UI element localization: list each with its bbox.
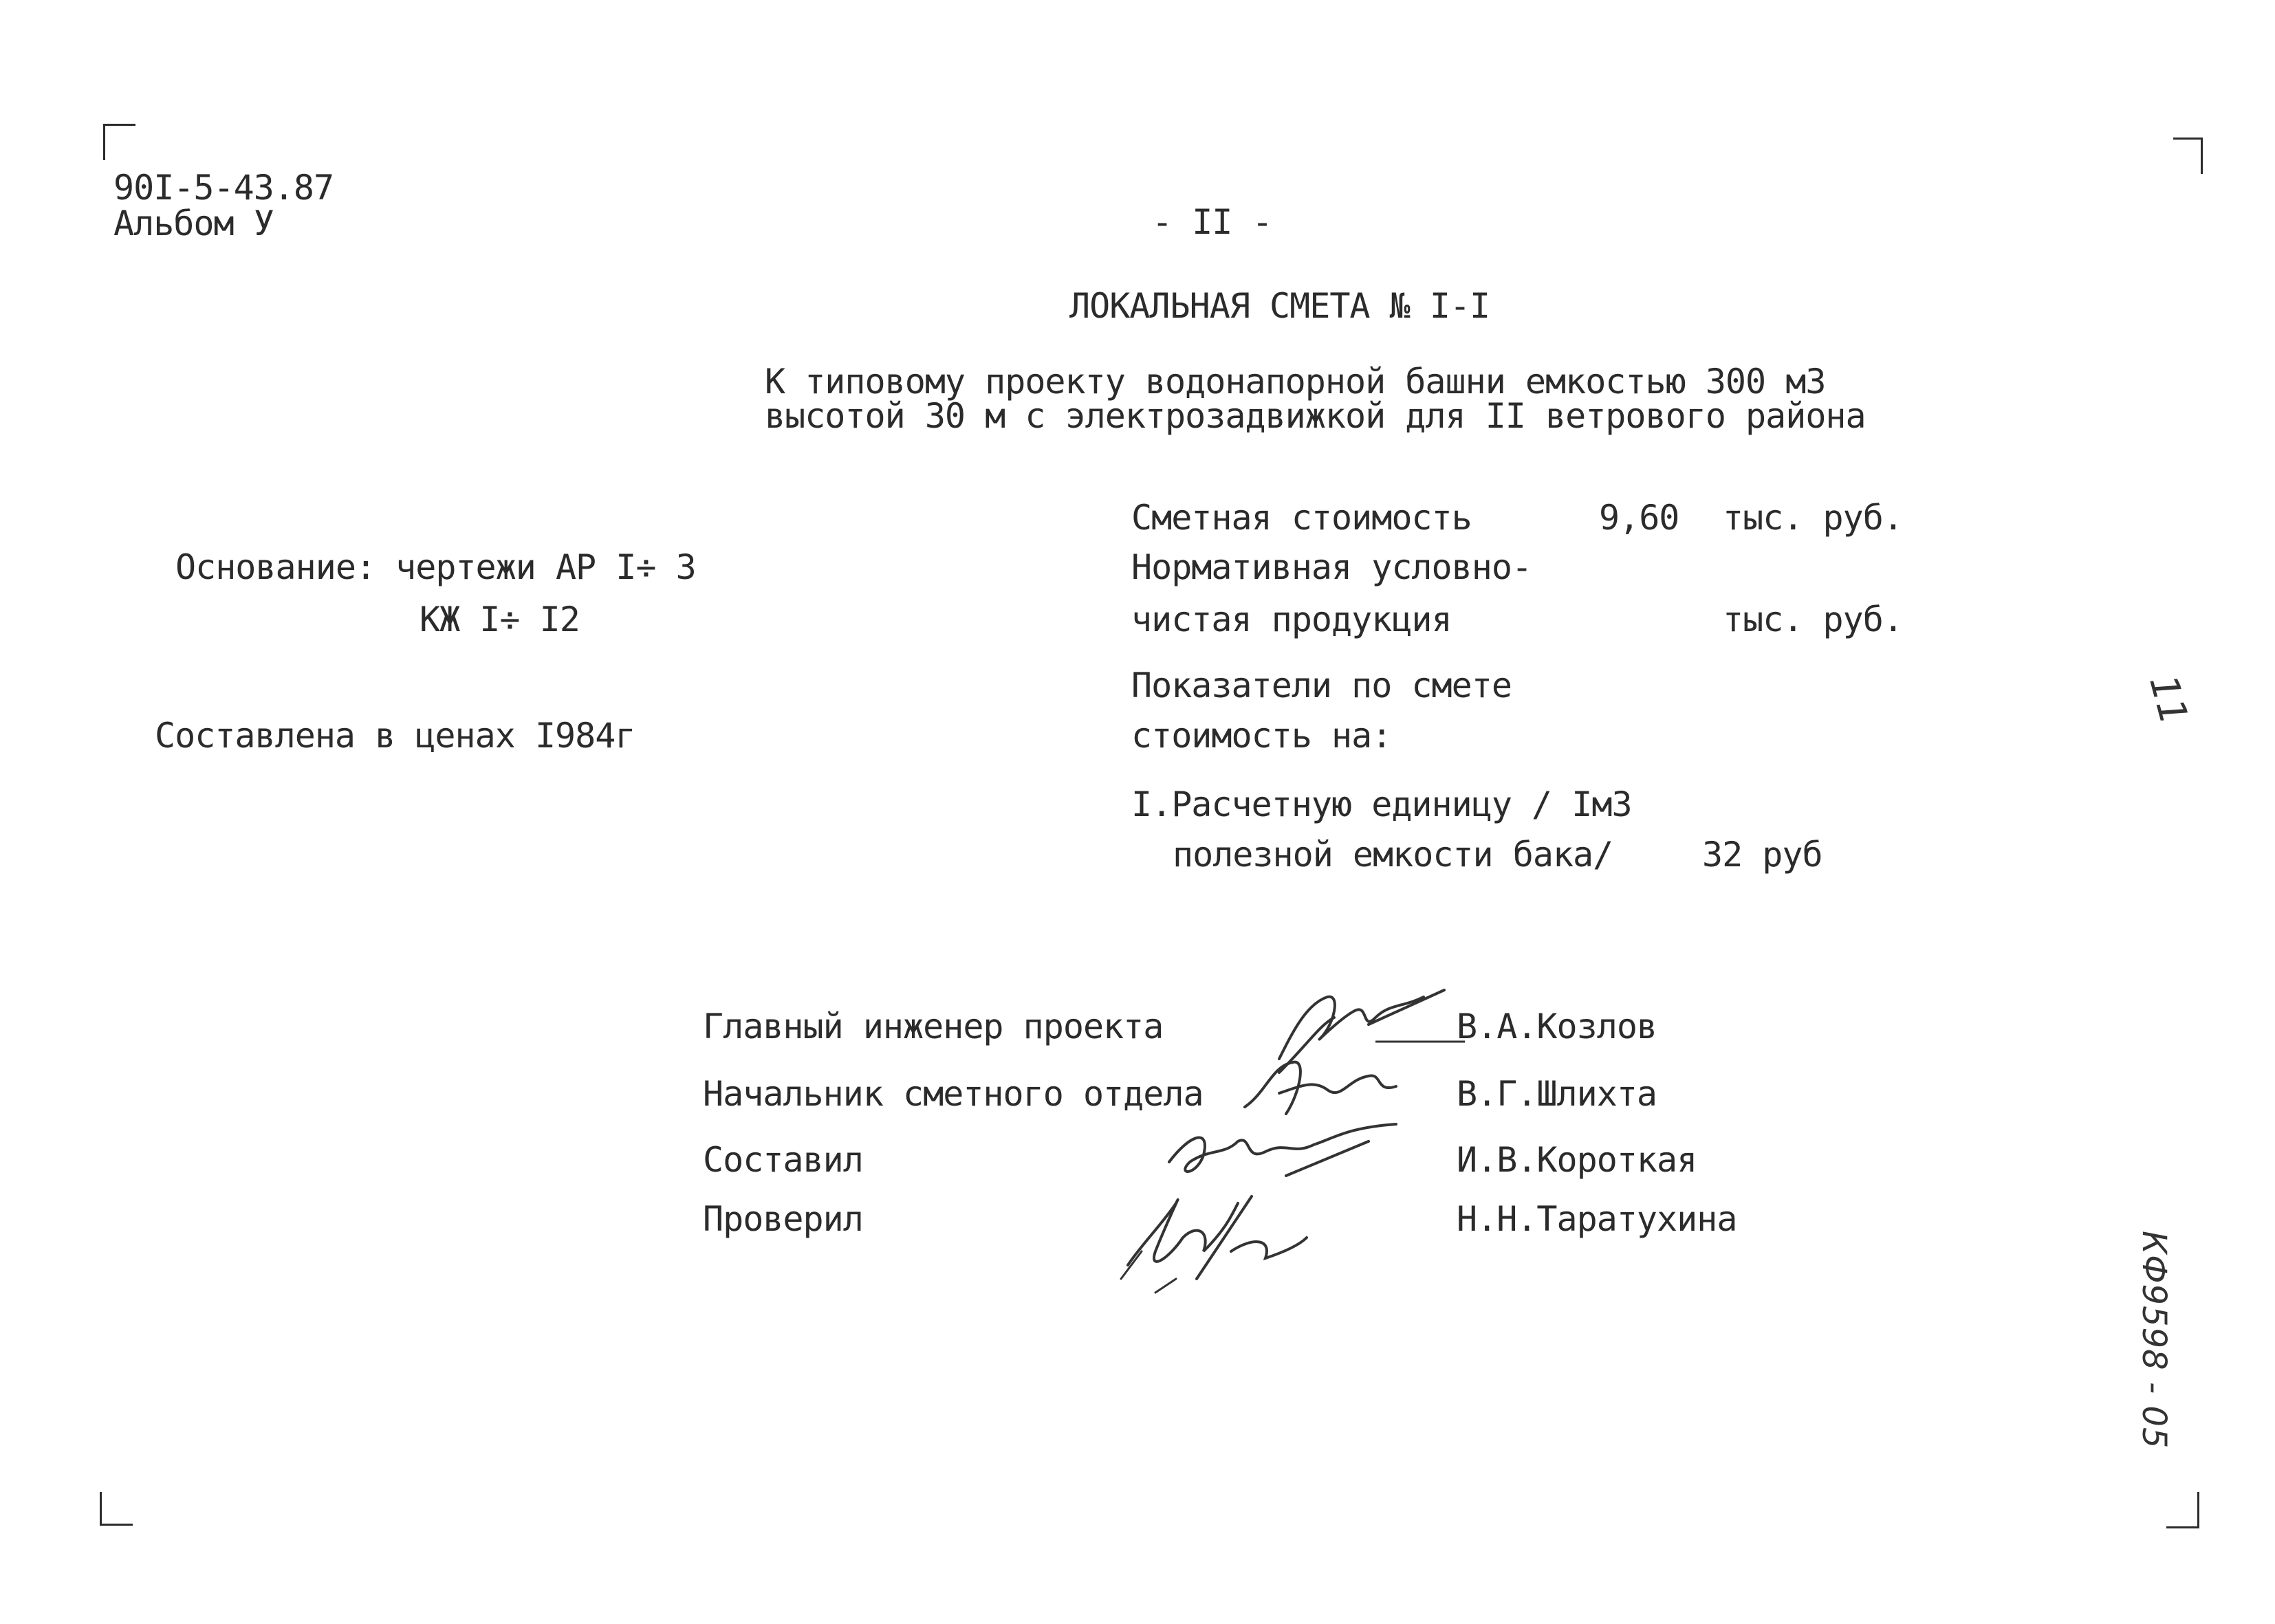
signature-role-chief-engineer: Главный инженер проекта (703, 1007, 1164, 1046)
sheet-mark: 11 (2140, 670, 2197, 729)
signature-role-checked: Проверил (703, 1199, 863, 1239)
unit-cost-line-1: I.Расчетную единицу / Iм3 (1131, 784, 1632, 824)
signature-role-estimate-head: Начальник сметного отдела (703, 1074, 1204, 1114)
document-title: ЛОКАЛЬНАЯ СМЕТА № I-I (1069, 286, 1490, 326)
estimate-cost-unit: тыс. руб. (1723, 498, 1903, 538)
estimate-cost-label: Сметная стоимость (1131, 498, 1472, 538)
signature-name-chief-engineer: В.А.Козлов (1457, 1007, 1657, 1046)
archive-number: КФ9598 - 05 (2135, 1231, 2173, 1449)
corner-mark-bottom-left (100, 1492, 133, 1526)
signature-name-estimate-head: В.Г.Шлихта (1457, 1074, 1657, 1114)
corner-mark-bottom-right (2166, 1492, 2199, 1528)
signature-name-compiled: И.В.Короткая (1457, 1140, 1697, 1180)
album-label: Альбом У (113, 204, 274, 243)
signature-name-checked: Н.Н.Таратухина (1457, 1199, 1737, 1239)
signature-role-compiled: Составил (703, 1140, 863, 1180)
unit-cost-line-2: полезной емкости бака/ (1173, 835, 1613, 875)
normative-label-line-1: Нормативная условно- (1131, 547, 1532, 587)
unit-cost-value: 32 руб (1702, 835, 1822, 875)
basis-label: Основание: чертежи АР I÷ 3 (175, 547, 696, 587)
subtitle-line-2: высотой 30 м с электрозадвижкой для II ветрового района (765, 396, 1866, 436)
price-base: Составлена в ценах I984г (155, 716, 635, 756)
subtitle-line-1: К типовому проекту водонапорной башни емкостью 300 м3 (765, 362, 1826, 402)
doc-code: 90I-5-43.87 (113, 168, 334, 208)
corner-mark-top-left (103, 124, 135, 160)
corner-mark-top-right (2173, 138, 2203, 174)
estimate-cost-value: 9,60 (1599, 498, 1679, 538)
page-number: - II - (1152, 202, 1272, 242)
normative-label-line-2: чистая продукция (1131, 600, 1452, 639)
basis-drawings-kzh: КЖ I÷ I2 (420, 600, 580, 639)
indicators-line-2: стоимость на: (1131, 716, 1392, 756)
normative-unit: тыс. руб. (1723, 600, 1903, 639)
handwritten-signature-taratukhina (1114, 1176, 1320, 1306)
indicators-line-1: Показатели по смете (1131, 666, 1512, 705)
